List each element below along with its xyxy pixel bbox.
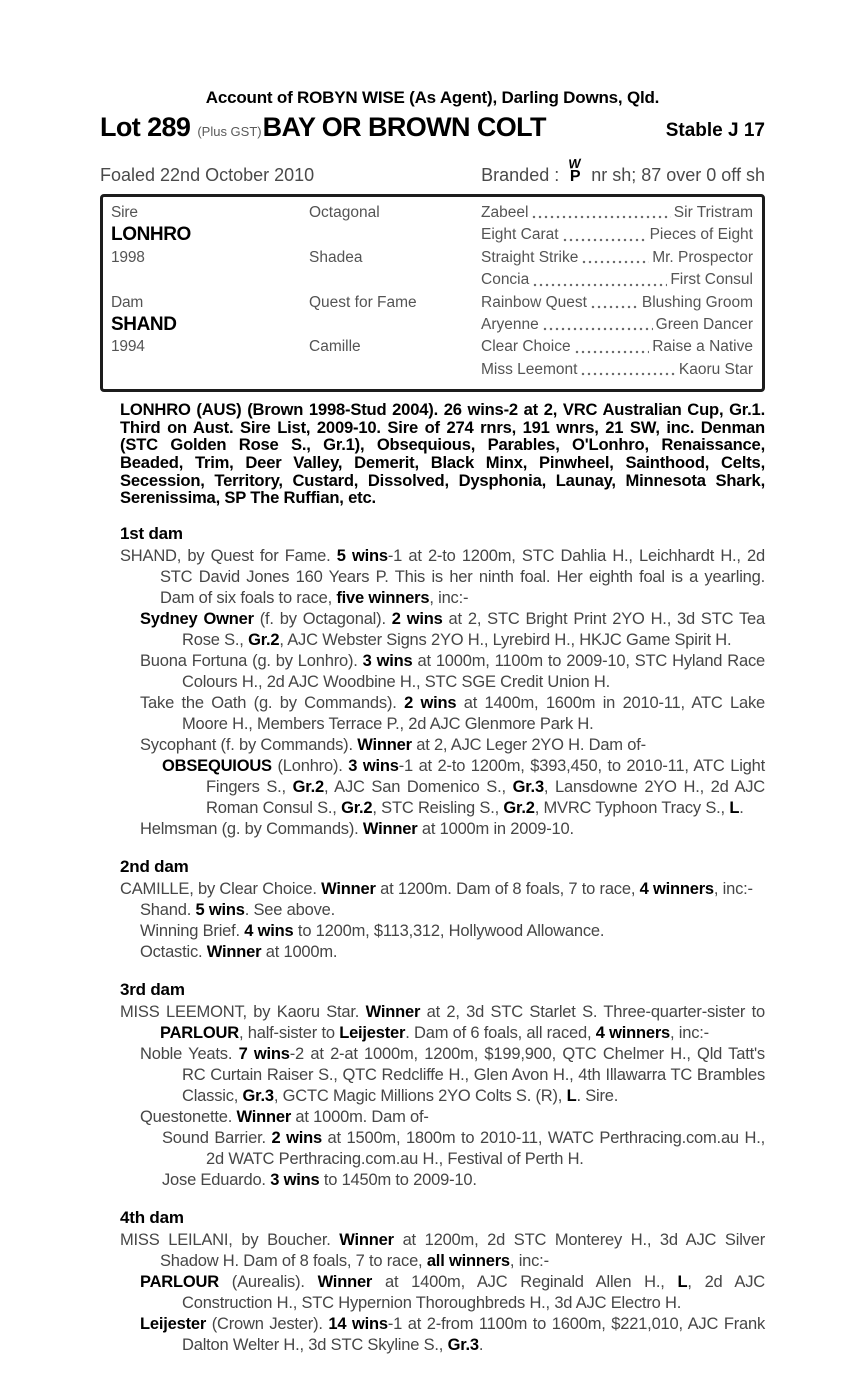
text-segment: at 1500m, 1800m to 2010-11, WATC Perthracing.com.au H., 2d WATC Perthracing.com.au H., Festival of Perth H. bbox=[206, 1128, 765, 1168]
dotted-leader bbox=[590, 292, 639, 314]
great-grandparent-name: First Consul bbox=[670, 271, 753, 289]
bold-text-segment: Winner bbox=[317, 1272, 373, 1291]
bold-text-segment: Winner bbox=[321, 879, 376, 898]
text-segment: (Lonhro). bbox=[271, 756, 349, 775]
pedigree-row bbox=[111, 314, 753, 336]
dotted-leader bbox=[532, 269, 667, 291]
bold-text-segment: Gr.2 bbox=[503, 798, 535, 817]
pedigree-grandparent-pair bbox=[481, 247, 753, 269]
pedigree-paragraph bbox=[120, 942, 765, 963]
bold-text-segment: all winners bbox=[426, 1251, 510, 1270]
pedigree-grandparent-pair bbox=[481, 314, 753, 336]
pedigree-parent-name: Shadea bbox=[309, 248, 363, 266]
dam-sections bbox=[120, 524, 765, 1356]
pedigree-parent-name: Camille bbox=[309, 338, 361, 356]
lot-number: Lot 289 bbox=[100, 112, 191, 142]
bold-text-segment: L bbox=[566, 1086, 577, 1105]
bold-text-segment: Gr.2 bbox=[248, 630, 280, 649]
pedigree-parent-name: Quest for Fame bbox=[309, 293, 417, 311]
text-segment: Noble Yeats. bbox=[140, 1044, 239, 1063]
account-line: Account of ROBYN WISE (As Agent), Darling Downs, Qld. bbox=[205, 88, 660, 107]
branded-info bbox=[481, 155, 765, 186]
text-segment: at 1000m in 2009-10. bbox=[417, 819, 574, 838]
pedigree-grandparent-pair bbox=[481, 202, 753, 224]
grandparent-name: Straight Strike bbox=[481, 248, 579, 266]
pedigree-paragraph bbox=[120, 1314, 765, 1356]
great-grandparent-name: Green Dancer bbox=[655, 316, 753, 334]
pedigree-paragraph bbox=[120, 1230, 765, 1272]
bold-text-segment: Gr.2 bbox=[341, 798, 373, 817]
text-segment: Jose Eduardo. bbox=[162, 1170, 271, 1189]
bold-text-segment: 4 winners bbox=[639, 879, 714, 898]
pedigree-paragraph bbox=[120, 756, 765, 819]
brand-mark-top-glyph: W bbox=[568, 155, 583, 172]
bold-text-segment: 5 wins bbox=[336, 546, 388, 565]
bold-text-segment: 5 wins bbox=[195, 900, 245, 919]
text-segment: . bbox=[478, 1335, 484, 1354]
bold-text-segment: 4 wins bbox=[244, 921, 294, 940]
text-segment: . bbox=[739, 798, 744, 817]
bold-text-segment: five winners bbox=[336, 588, 430, 607]
bold-text-segment: Leijester bbox=[339, 1023, 406, 1042]
great-grandparent-name: Pieces of Eight bbox=[649, 226, 753, 244]
great-grandparent-name: Kaoru Star bbox=[678, 360, 753, 378]
pedigree-entry-name: LONHRO bbox=[111, 224, 191, 246]
pedigree-grandparent-pair bbox=[481, 224, 753, 246]
text-segment: Buona Fortuna (g. by Lonhro). bbox=[140, 651, 363, 670]
dotted-leader bbox=[542, 314, 653, 336]
dotted-leader bbox=[562, 224, 647, 246]
bold-text-segment: OBSEQUIOUS bbox=[162, 756, 272, 775]
brand-mark-bottom-glyph: P bbox=[569, 168, 581, 185]
bold-text-segment: Winner bbox=[236, 1107, 292, 1126]
text-segment: -1 at 2-to 1200m, STC Dahlia H., Leichhardt H., 2d STC David Jones 160 Years P. This is her ninth foal. Her eighth foal is a yearling. Dam of six foals to race, bbox=[160, 546, 765, 607]
pedigree-paragraph bbox=[120, 1170, 765, 1191]
dotted-leader bbox=[581, 247, 649, 269]
bold-text-segment: Winner bbox=[362, 819, 418, 838]
pedigree-paragraph bbox=[120, 879, 765, 900]
bold-text-segment: 7 wins bbox=[238, 1044, 290, 1063]
great-grandparent-name: Blushing Groom bbox=[641, 293, 753, 311]
section-heading: 3rd dam bbox=[120, 979, 185, 999]
text-segment: -1 at 2-to 1200m, $393,450, to 2010-11, ATC Light Fingers S., bbox=[206, 756, 765, 796]
text-segment: (Crown Jester). bbox=[206, 1314, 329, 1333]
grandparent-name: Rainbow Quest bbox=[481, 293, 587, 311]
pedigree-row bbox=[111, 247, 753, 269]
pedigree-paragraph bbox=[120, 1107, 765, 1128]
pedigree-grandparent-pair bbox=[481, 359, 753, 381]
bold-text-segment: 3 wins bbox=[362, 651, 413, 670]
pedigree-entry-name bbox=[111, 359, 309, 381]
text-segment: Octastic. bbox=[140, 942, 207, 961]
bold-text-segment: Gr.3 bbox=[242, 1086, 274, 1105]
text-segment: Sound Barrier. bbox=[162, 1128, 272, 1147]
great-grandparent-name: Raise a Native bbox=[652, 338, 753, 356]
grandparent-name: Clear Choice bbox=[481, 338, 571, 356]
branded-text: nr sh; 87 over 0 off sh bbox=[591, 165, 765, 185]
text-segment: SHAND, by Quest for Fame. bbox=[120, 546, 337, 565]
pedigree-entry-name: 1998 bbox=[111, 248, 145, 266]
great-grandparent-name: Mr. Prospector bbox=[652, 248, 753, 266]
text-segment: (Aurealis). bbox=[218, 1272, 318, 1291]
great-grandparent-name: Sir Tristram bbox=[673, 204, 753, 221]
pedigree-grandparent-pair bbox=[481, 269, 753, 291]
bold-text-segment: PARLOUR bbox=[160, 1023, 239, 1042]
dotted-leader bbox=[580, 359, 675, 381]
text-segment: (f. by Octagonal). bbox=[253, 609, 392, 628]
grandparent-name: Zabeel bbox=[481, 204, 529, 221]
pedigree-parent-name: Octagonal bbox=[309, 204, 380, 221]
pedigree-entry-name: Dam bbox=[111, 293, 144, 311]
text-segment: , STC Reisling S., bbox=[372, 798, 504, 817]
grandparent-name: Aryenne bbox=[481, 316, 539, 334]
text-segment: . Sire. bbox=[576, 1086, 619, 1105]
pedigree-paragraph bbox=[120, 1272, 765, 1314]
bold-text-segment: 3 wins bbox=[348, 756, 399, 775]
text-segment: at 1000m. bbox=[261, 942, 338, 961]
pedigree-row bbox=[111, 224, 753, 246]
dotted-leader bbox=[531, 202, 670, 224]
bold-text-segment: 2 wins bbox=[271, 1128, 322, 1147]
pedigree-paragraph bbox=[120, 921, 765, 942]
pedigree-parent-name bbox=[309, 359, 481, 381]
pedigree-parent-name bbox=[309, 224, 481, 246]
text-segment: , MVRC Typhoon Tracy S., bbox=[534, 798, 730, 817]
section-heading: 2nd dam bbox=[120, 856, 189, 876]
text-segment: at 1400m, 1600m in 2010-11, ATC Lake Moore H., Members Terrace P., 2d AJC Glenmore Park H. bbox=[182, 693, 765, 733]
text-segment: Helmsman (g. by Commands). bbox=[140, 819, 363, 838]
text-segment: , inc:- bbox=[713, 879, 753, 898]
bold-text-segment: Gr.2 bbox=[292, 777, 324, 796]
pedigree-paragraph bbox=[120, 609, 765, 651]
pedigree-table bbox=[100, 194, 765, 392]
stable-number: Stable J 17 bbox=[665, 120, 765, 141]
text-segment: at 1400m, AJC Reginald Allen H., bbox=[372, 1272, 678, 1291]
text-segment: to 1450m to 2009-10. bbox=[319, 1170, 477, 1189]
pedigree-paragraph bbox=[120, 1044, 765, 1107]
pedigree-row bbox=[111, 269, 753, 291]
bold-text-segment: L bbox=[677, 1272, 688, 1291]
pedigree-paragraph bbox=[120, 1128, 765, 1170]
text-segment: , Lansdowne 2YO H., 2d AJC Roman Consul S., bbox=[206, 777, 766, 817]
bold-text-segment: 14 wins bbox=[328, 1314, 388, 1333]
pedigree-row bbox=[111, 202, 753, 224]
text-segment: MISS LEILANI, by Boucher. bbox=[120, 1230, 340, 1249]
pedigree-row bbox=[111, 336, 753, 358]
pedigree-parent-name bbox=[309, 269, 481, 291]
text-segment: at 2, 3d STC Starlet S. Three-quarter-sister to bbox=[420, 1002, 765, 1021]
pedigree-paragraph bbox=[120, 819, 765, 840]
pedigree-entry-name bbox=[111, 269, 309, 291]
text-segment: MISS LEEMONT, by Kaoru Star. bbox=[120, 1002, 366, 1021]
bold-text-segment: Winner bbox=[357, 735, 412, 754]
text-segment: to 1200m, $113,312, Hollywood Allowance. bbox=[293, 921, 605, 940]
text-segment: at 2, STC Bright Print 2YO H., 3d STC Tea Rose S., bbox=[182, 609, 765, 649]
pedigree-row bbox=[111, 292, 753, 314]
text-segment: -2 at 2-at 1000m, 1200m, $199,900, QTC Chelmer H., Qld Tatt's RC Curtain Raiser S., QTC Redcliffe H., Glen Avon H., 4th Illawarra TC Brambles Classic, bbox=[182, 1044, 765, 1105]
gst-note: (Plus GST) bbox=[197, 124, 262, 139]
brand-mark bbox=[566, 155, 584, 186]
text-segment: Winning Brief. bbox=[140, 921, 245, 940]
text-segment: Sycophant (f. by Commands). bbox=[140, 735, 358, 754]
text-segment: , AJC Webster Signs 2YO H., Lyrebird H., HKJC Game Spirit H. bbox=[279, 630, 732, 649]
bold-text-segment: Winner bbox=[365, 1002, 421, 1021]
sire-summary: LONHRO (AUS) (Brown 1998-Stud 2004). 26 wins-2 at 2, VRC Australian Cup, Gr.1. Third on Aust. Sire List, 2009-10. Sire of 274 rnrs, 191 wnrs, 21 SW, inc. Denman (STC Golden Rose S., Gr.1), Obsequious, Parables, O'Lonhro, Renaissance, Beaded, Trim, Deer Valley, Demerit, Black Minx, Pinwheel, Sainthood, Celts, Secession, Territory, Custard, Dissolved, Dysphonia, Launay, Minnesota Shark, Serenissima, SP The Ruffian, etc. bbox=[120, 400, 765, 508]
pedigree-paragraph bbox=[120, 651, 765, 693]
text-segment: . Dam of 6 foals, all raced, bbox=[405, 1023, 596, 1042]
section-heading: 1st dam bbox=[120, 523, 183, 543]
lot-header bbox=[100, 112, 765, 143]
bold-text-segment: Leijester bbox=[140, 1314, 207, 1333]
bold-text-segment: Winner bbox=[206, 942, 262, 961]
pedigree-paragraph bbox=[120, 735, 765, 756]
foaled-branded-line bbox=[100, 155, 765, 186]
bold-text-segment: 4 winners bbox=[595, 1023, 671, 1042]
pedigree-entry-name: Sire bbox=[111, 204, 138, 221]
bold-text-segment: 2 wins bbox=[404, 693, 457, 712]
text-segment: Questonette. bbox=[140, 1107, 237, 1126]
text-segment: -1 at 2-from 1100m to 1600m, $221,010, AJC Frank Dalton Welter H., 3d STC Skyline S., bbox=[182, 1314, 766, 1354]
pedigree-grandparent-pair bbox=[481, 336, 753, 358]
bold-text-segment: Sydney Owner bbox=[140, 609, 254, 628]
text-segment: Shand. bbox=[140, 900, 196, 919]
text-segment: , 2d AJC Construction H., STC Hypernion Thoroughbreds H., 3d AJC Electro H. bbox=[182, 1272, 765, 1312]
horse-title: BAY OR BROWN COLT bbox=[262, 112, 546, 142]
text-segment: at 1000m. Dam of- bbox=[291, 1107, 429, 1126]
text-segment: , inc:- bbox=[670, 1023, 709, 1042]
bold-text-segment: 3 wins bbox=[270, 1170, 320, 1189]
grandparent-name: Eight Carat bbox=[481, 226, 559, 244]
pedigree-entry-name: 1994 bbox=[111, 338, 145, 356]
bold-text-segment: 2 wins bbox=[391, 609, 443, 628]
text-segment: . See above. bbox=[244, 900, 335, 919]
pedigree-paragraph bbox=[120, 900, 765, 921]
pedigree-grandparent-pair bbox=[481, 292, 753, 314]
branded-label: Branded : bbox=[481, 165, 560, 185]
text-segment: , inc:- bbox=[509, 1251, 549, 1270]
bold-text-segment: Gr.3 bbox=[512, 777, 544, 796]
bold-text-segment: L bbox=[729, 798, 740, 817]
text-segment: , inc:- bbox=[429, 588, 469, 607]
pedigree-paragraph bbox=[120, 693, 765, 735]
bold-text-segment: Winner bbox=[339, 1230, 394, 1249]
pedigree-paragraph bbox=[120, 1002, 765, 1044]
text-segment: CAMILLE, by Clear Choice. bbox=[120, 879, 322, 898]
text-segment: at 1200m. Dam of 8 foals, 7 to race, bbox=[375, 879, 640, 898]
text-segment: at 1000m, 1100m to 2009-10, STC Hyland Race Colours H., 2d AJC Woodbine H., STC SGE Credit Union H. bbox=[182, 651, 765, 691]
grandparent-name: Miss Leemont bbox=[481, 360, 578, 378]
foaled-date: Foaled 22nd October 2010 bbox=[100, 165, 315, 185]
bold-text-segment: PARLOUR bbox=[140, 1272, 219, 1291]
text-segment: at 1200m, 2d STC Monterey H., 3d AJC Silver Shadow H. Dam of 8 foals, 7 to race, bbox=[160, 1230, 765, 1270]
pedigree-paragraph bbox=[120, 546, 765, 609]
text-segment: at 2, AJC Leger 2YO H. Dam of- bbox=[411, 735, 646, 754]
grandparent-name: Concia bbox=[481, 271, 530, 289]
text-segment: , AJC San Domenico S., bbox=[323, 777, 513, 796]
section-heading: 4th dam bbox=[120, 1207, 184, 1227]
pedigree-parent-name bbox=[309, 314, 481, 336]
text-segment: , GCTC Magic Millions 2YO Colts S. (R), bbox=[273, 1086, 567, 1105]
pedigree-entry-name: SHAND bbox=[111, 314, 177, 336]
pedigree-row bbox=[111, 359, 753, 381]
dotted-leader bbox=[574, 336, 650, 358]
text-segment: Take the Oath (g. by Commands). bbox=[140, 693, 405, 712]
bold-text-segment: Gr.3 bbox=[447, 1335, 479, 1354]
text-segment: , half-sister to bbox=[238, 1023, 340, 1042]
